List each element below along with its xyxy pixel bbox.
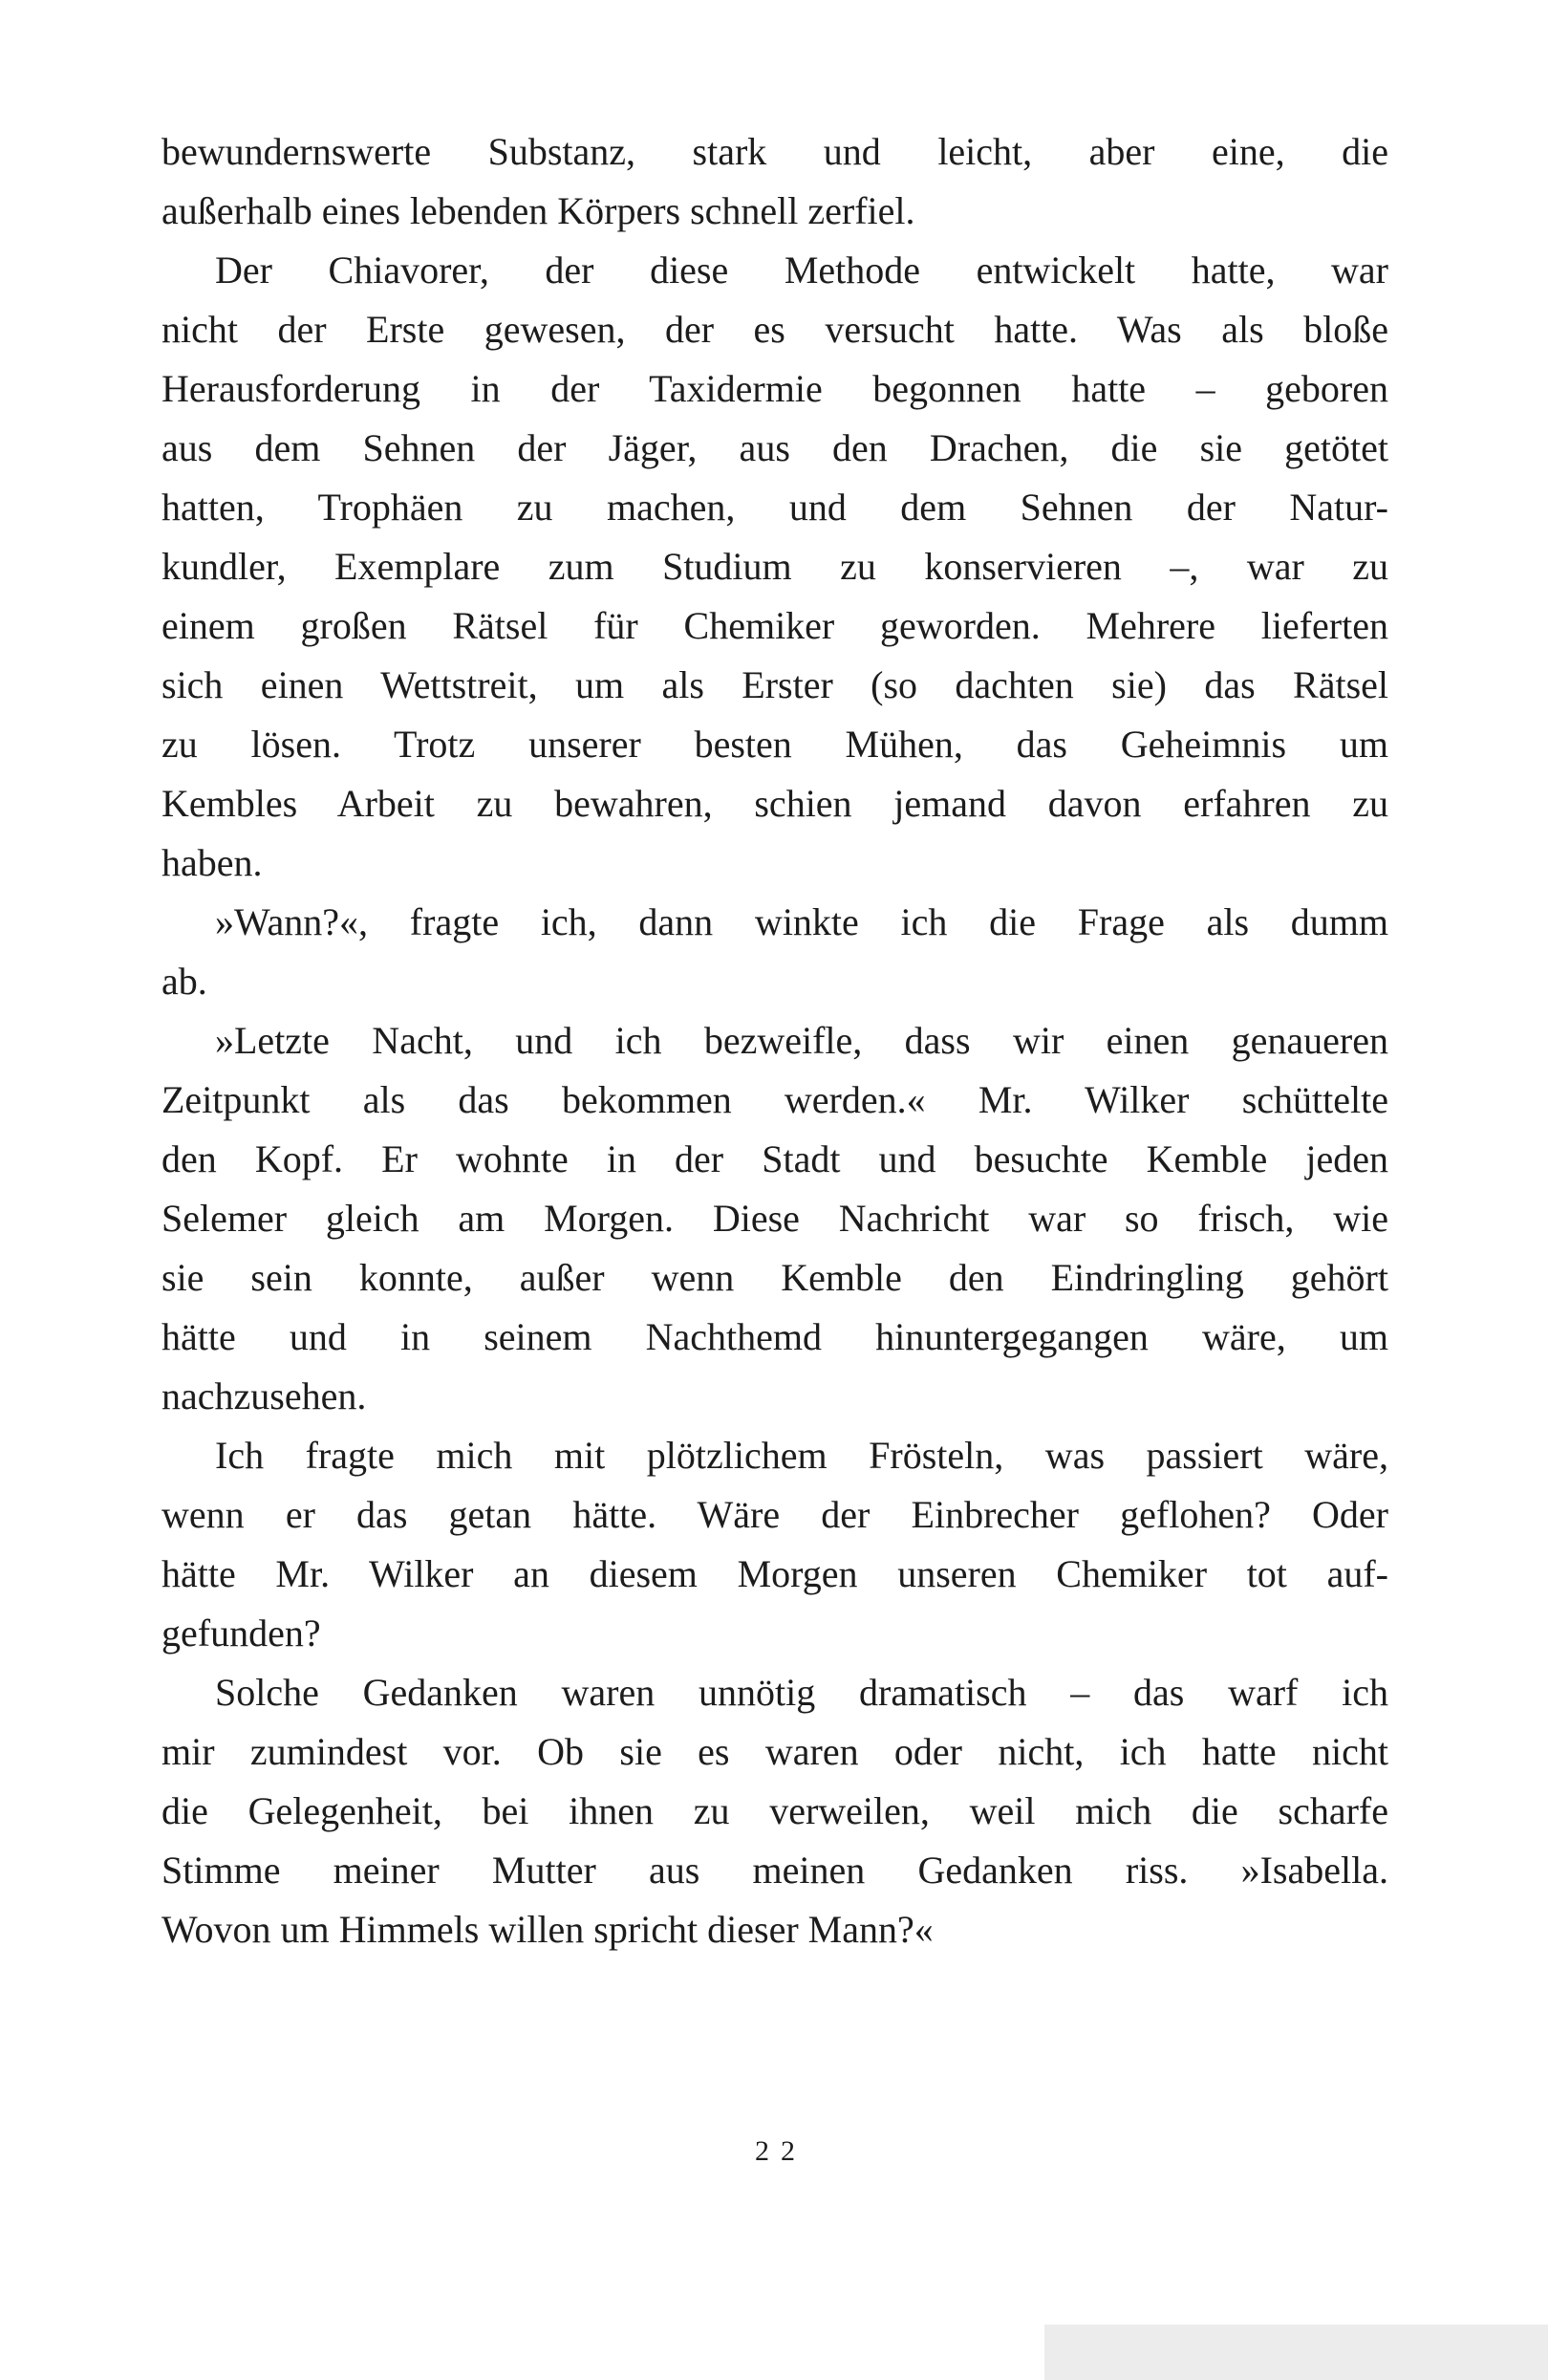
corner-strip <box>1044 2325 1548 2380</box>
text-line: gefunden? <box>161 1612 321 1655</box>
text-line: sie sein konnte, außer wenn Kemble den Eindringling gehört <box>161 1256 1388 1299</box>
text-line: Ich fragte mich mit plötzlichem Frösteln, was passiert wäre, <box>215 1434 1388 1477</box>
page-number: 22 <box>755 2135 806 2167</box>
text-line: Selemer gleich am Morgen. Diese Nachricht war so frisch, wie <box>161 1197 1388 1240</box>
text-line: kundler, Exemplare zum Studium zu konservieren –, war zu <box>161 545 1388 588</box>
text-block <box>161 122 1388 1959</box>
text-line: den Kopf. Er wohnte in der Stadt und besuchte Kemble jeden <box>161 1137 1388 1180</box>
text-line: zu lösen. Trotz unserer besten Mühen, das Geheimnis um <box>161 723 1388 766</box>
text-line: außerhalb eines lebenden Körpers schnell zerfiel. <box>161 189 915 232</box>
paragraph <box>161 122 1388 241</box>
text-line: hätte Mr. Wilker an diesem Morgen unseren Chemiker tot auf- <box>161 1552 1388 1595</box>
paragraph <box>161 1426 1388 1663</box>
text-line: nachzusehen. <box>161 1374 367 1417</box>
paragraph <box>161 241 1388 893</box>
text-line: Wovon um Himmels willen spricht dieser Mann?« <box>161 1908 934 1951</box>
text-line: hätte und in seinem Nachthemd hinuntergegangen wäre, um <box>161 1315 1388 1358</box>
text-line: Kembles Arbeit zu bewahren, schien jemand davon erfahren zu <box>161 782 1388 825</box>
text-line: sich einen Wettstreit, um als Erster (so dachten sie) das Rätsel <box>161 663 1388 706</box>
paragraph <box>161 893 1388 1011</box>
text-line: Herausforderung in der Taxidermie begonnen hatte – geboren <box>161 367 1388 410</box>
text-line: Der Chiavorer, der diese Methode entwickelt hatte, war <box>215 249 1388 292</box>
paragraph <box>161 1011 1388 1426</box>
text-line: haben. <box>161 841 263 884</box>
text-line: Stimme meiner Mutter aus meinen Gedanken riss. »Isabella. <box>161 1849 1388 1892</box>
text-line: ab. <box>161 960 207 1003</box>
text-line: bewundernswerte Substanz, stark und leicht, aber eine, die <box>161 130 1388 173</box>
text-line: mir zumindest vor. Ob sie es waren oder nicht, ich hatte nicht <box>161 1730 1388 1773</box>
text-line: die Gelegenheit, bei ihnen zu verweilen, weil mich die scharfe <box>161 1789 1388 1832</box>
text-line: »Wann?«, fragte ich, dann winkte ich die Frage als dumm <box>215 900 1388 943</box>
text-line: Solche Gedanken waren unnötig dramatisch – das warf ich <box>215 1671 1388 1714</box>
text-line: wenn er das getan hätte. Wäre der Einbrecher geflohen? Oder <box>161 1493 1388 1536</box>
text-line: Zeitpunkt als das bekommen werden.« Mr. Wilker schüttelte <box>161 1078 1388 1121</box>
text-line: »Letzte Nacht, und ich bezweifle, dass wir einen genaueren <box>215 1019 1388 1062</box>
text-line: nicht der Erste gewesen, der es versucht hatte. Was als bloße <box>161 308 1388 351</box>
paragraph <box>161 1663 1388 1959</box>
text-line: einem großen Rätsel für Chemiker geworden. Mehrere lieferten <box>161 604 1388 647</box>
text-line: aus dem Sehnen der Jäger, aus den Drachen, die sie getötet <box>161 426 1388 469</box>
text-line: hatten, Trophäen zu machen, und dem Sehnen der Natur- <box>161 486 1388 529</box>
